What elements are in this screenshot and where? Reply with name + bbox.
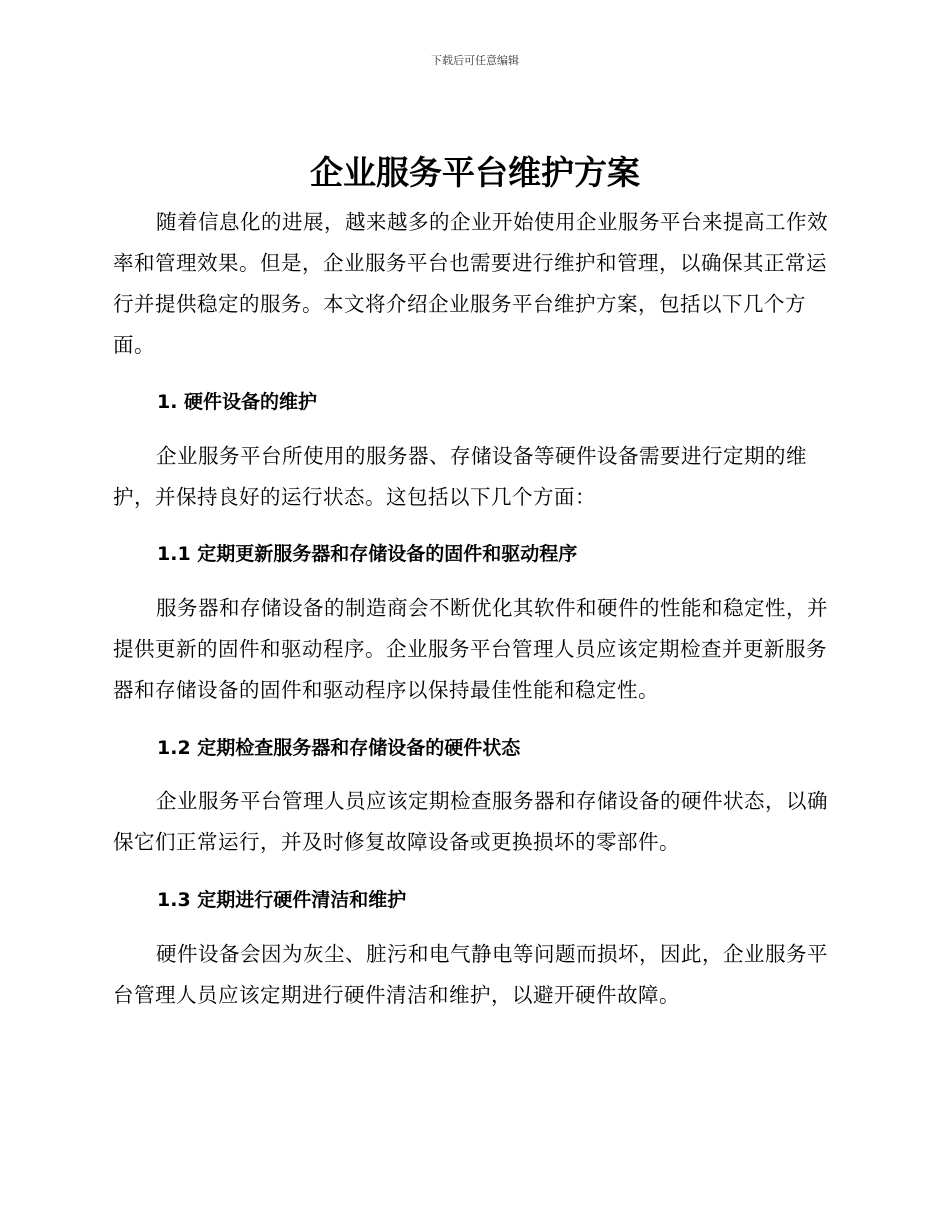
document-title: 企业服务平台维护方案 bbox=[310, 153, 640, 192]
section-paragraph-1-1: 服务器和存储设备的制造商会不断优化其软件和硬件的性能和稳定性，并提供更新的固件和驱动程序。企业服务平台管理人员应该定期检查并更新服务器和存储设备的固件和驱动程序以保持最佳性能和稳定性。 bbox=[113, 596, 828, 702]
section-heading-1-2: 1.2 定期检查服务器和存储设备的硬件状态 bbox=[157, 737, 521, 759]
section-paragraph-1: 企业服务平台所使用的服务器、存储设备等硬件设备需要进行定期的维护，并保持良好的运行状态。这包括以下几个方面： bbox=[113, 444, 807, 509]
section-paragraph-1-3: 硬件设备会因为灰尘、脏污和电气静电等问题而损坏，因此，企业服务平台管理人员应该定期进行硬件清洁和维护，以避开硬件故障。 bbox=[113, 942, 828, 1007]
intro-paragraph: 随着信息化的进展，越来越多的企业开始使用企业服务平台来提高工作效率和管理效果。但是，企业服务平台也需要进行维护和管理，以确保其正常运行并提供稳定的服务。本文将介绍企业服务平台维护方案，包括以下几个方面。 bbox=[113, 210, 828, 357]
header-note: 下载后可任意编辑 bbox=[431, 54, 519, 67]
section-heading-1-3: 1.3 定期进行硬件清洁和维护 bbox=[157, 889, 407, 911]
section-heading-1: 1. 硬件设备的维护 bbox=[157, 391, 318, 413]
section-heading-1-1: 1.1 定期更新服务器和存储设备的固件和驱动程序 bbox=[157, 543, 578, 565]
section-paragraph-1-2: 企业服务平台管理人员应该定期检查服务器和存储设备的硬件状态，以确保它们正常运行，并及时修复故障设备或更换损坏的零部件。 bbox=[113, 789, 828, 854]
